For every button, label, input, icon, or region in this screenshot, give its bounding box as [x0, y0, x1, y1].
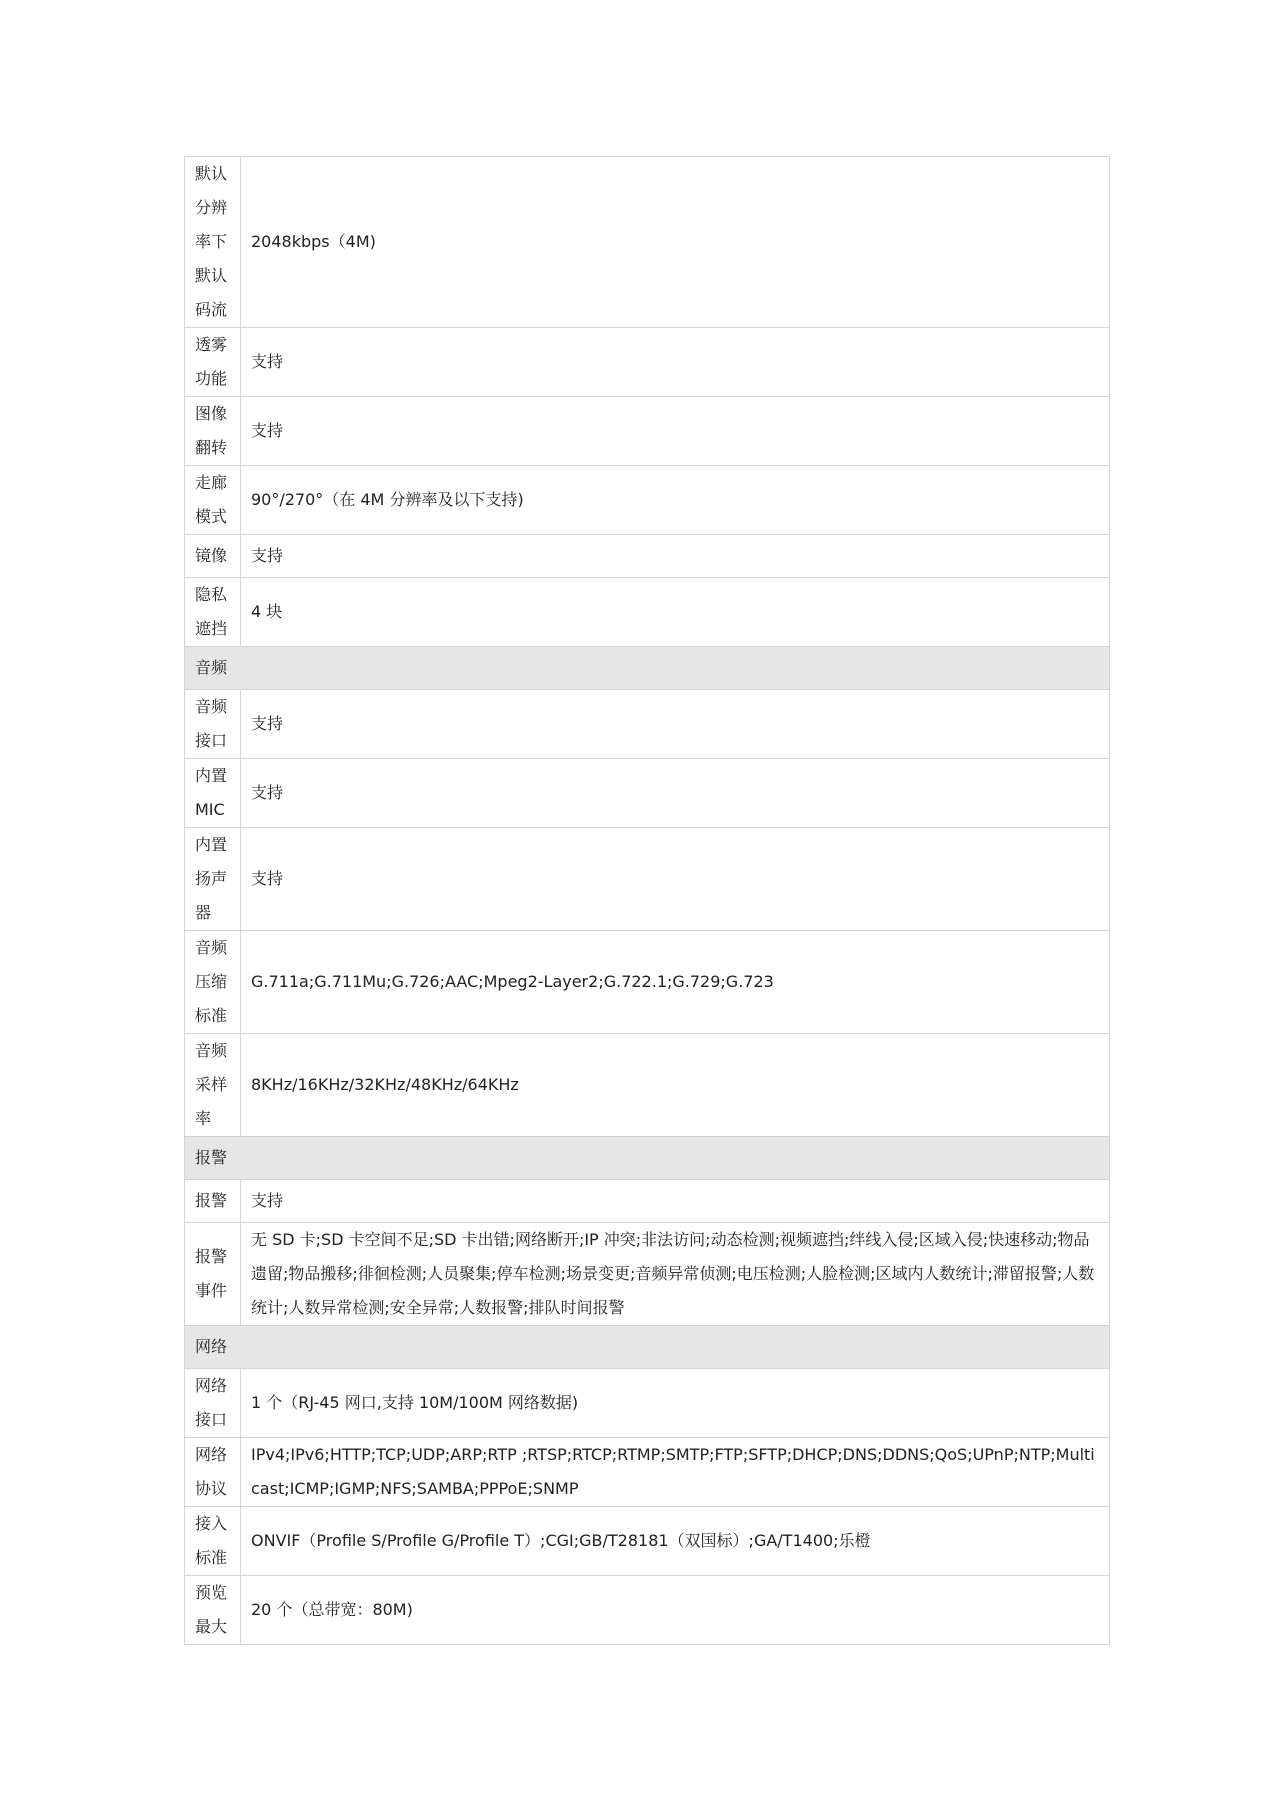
spec-row: [185, 690, 1110, 759]
spec-label: 音频压缩标准: [185, 931, 241, 1034]
spec-row: [185, 1034, 1110, 1137]
spec-label: 内置扬声器: [185, 828, 241, 931]
spec-value: 支持: [241, 1180, 1110, 1223]
spec-value: 支持: [241, 690, 1110, 759]
spec-label: 报警: [185, 1180, 241, 1223]
spec-value: 8KHz/16KHz/32KHz/48KHz/64KHz: [241, 1034, 1110, 1137]
spec-value: 支持: [241, 535, 1110, 578]
spec-label: 音频接口: [185, 690, 241, 759]
spec-value: 2048kbps（4M): [241, 157, 1110, 328]
spec-label: 网络协议: [185, 1438, 241, 1507]
spec-label: 接入标准: [185, 1507, 241, 1576]
spec-label: 镜像: [185, 535, 241, 578]
section-title: 音频: [185, 647, 1110, 690]
spec-value: 支持: [241, 759, 1110, 828]
spec-row: [185, 1369, 1110, 1438]
spec-row: [185, 535, 1110, 578]
section-header-row: [185, 1137, 1110, 1180]
spec-value: 20 个（总带宽：80M): [241, 1576, 1110, 1645]
section-header-row: [185, 1326, 1110, 1369]
spec-row: [185, 1180, 1110, 1223]
spec-value: 4 块: [241, 578, 1110, 647]
spec-label: 预览最大: [185, 1576, 241, 1645]
spec-label: 内置MIC: [185, 759, 241, 828]
section-title: 网络: [185, 1326, 1110, 1369]
spec-row: [185, 1223, 1110, 1326]
spec-table-body: [185, 157, 1110, 1645]
spec-label: 默认分辨率下默认码流: [185, 157, 241, 328]
spec-row: [185, 578, 1110, 647]
spec-label: 隐私遮挡: [185, 578, 241, 647]
spec-row: [185, 397, 1110, 466]
spec-value: 1 个（RJ-45 网口,支持 10M/100M 网络数据): [241, 1369, 1110, 1438]
spec-row: [185, 1438, 1110, 1507]
spec-row: [185, 328, 1110, 397]
spec-value: 无 SD 卡;SD 卡空间不足;SD 卡出错;网络断开;IP 冲突;非法访问;动态检测;视频遮挡;绊线入侵;区域入侵;快速移动;物品遗留;物品搬移;徘徊检测;人员聚集;停车检测;场景变更;音频异常侦测;电压检测;人脸检测;区域内人数统计;滞留报警;人数统计;人数异常检测;安全异常;人数报警;排队时间报警: [241, 1223, 1110, 1326]
spec-row: [185, 828, 1110, 931]
spec-value: 90°/270°（在 4M 分辨率及以下支持): [241, 466, 1110, 535]
spec-label: 走廊模式: [185, 466, 241, 535]
spec-row: [185, 1576, 1110, 1645]
spec-row: [185, 759, 1110, 828]
spec-row: [185, 1507, 1110, 1576]
spec-label: 网络接口: [185, 1369, 241, 1438]
spec-row: [185, 157, 1110, 328]
spec-row: [185, 466, 1110, 535]
section-header-row: [185, 647, 1110, 690]
spec-value: 支持: [241, 397, 1110, 466]
spec-value: G.711a;G.711Mu;G.726;AAC;Mpeg2-Layer2;G.722.1;G.729;G.723: [241, 931, 1110, 1034]
spec-row: [185, 931, 1110, 1034]
spec-value: 支持: [241, 828, 1110, 931]
section-title: 报警: [185, 1137, 1110, 1180]
spec-value: 支持: [241, 328, 1110, 397]
spec-label: 透雾功能: [185, 328, 241, 397]
spec-table: [184, 156, 1110, 1645]
spec-value: ONVIF（Profile S/Profile G/Profile T）;CGI;GB/T28181（双国标）;GA/T1400;乐橙: [241, 1507, 1110, 1576]
spec-label: 报警事件: [185, 1223, 241, 1326]
spec-label: 图像翻转: [185, 397, 241, 466]
spec-label: 音频采样率: [185, 1034, 241, 1137]
spec-value: IPv4;IPv6;HTTP;TCP;UDP;ARP;RTP ;RTSP;RTCP;RTMP;SMTP;FTP;SFTP;DHCP;DNS;DDNS;QoS;UPnP;NTP;Multicast;ICMP;IGMP;NFS;SAMBA;PPPoE;SNMP: [241, 1438, 1110, 1507]
